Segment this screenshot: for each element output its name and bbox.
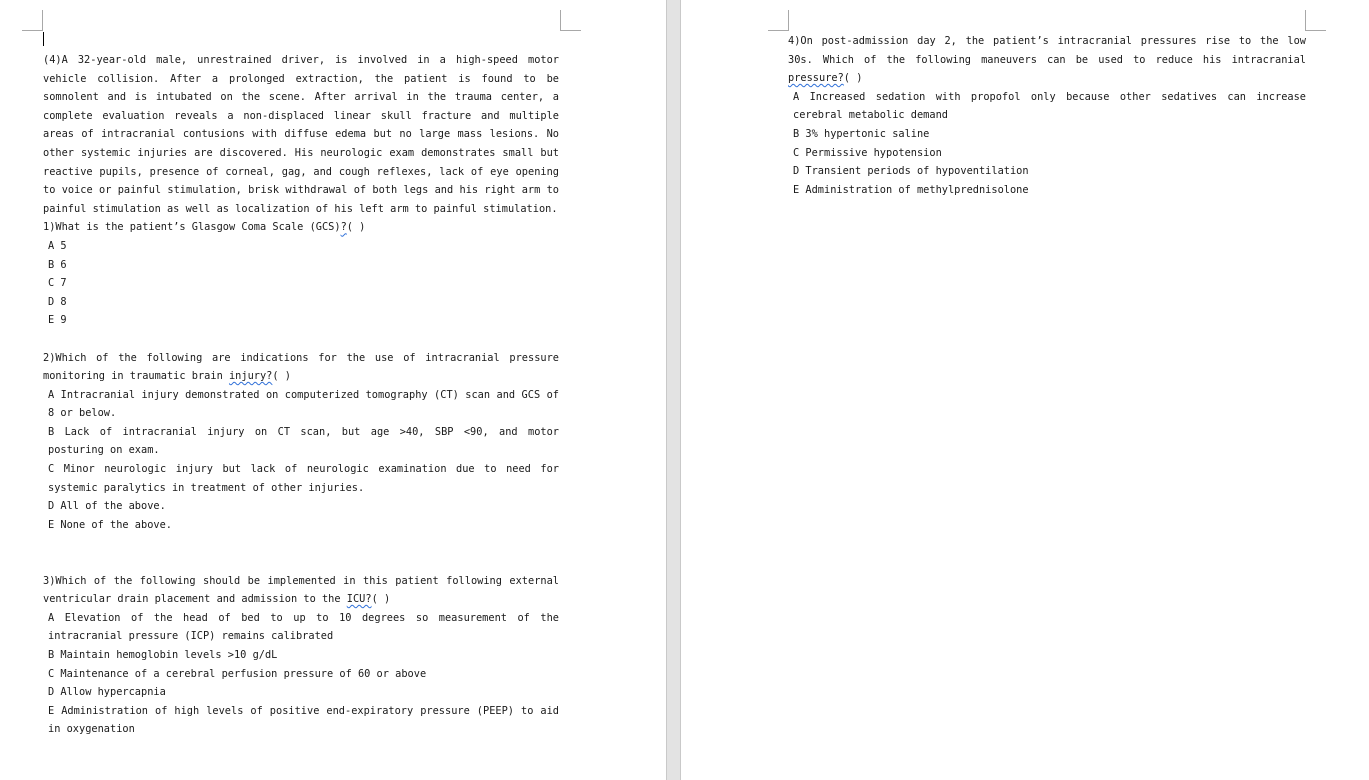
page-gap xyxy=(666,0,681,780)
option: B Maintain hemoglobin levels >10 g/dL xyxy=(48,649,278,661)
document-page-left[interactable] xyxy=(0,0,666,780)
spelling-mark[interactable]: ? xyxy=(340,221,347,234)
question-stem: 2)Which of the following are indications for the use of intracranial pressure monitoring in traumatic brain injury?( ) xyxy=(43,351,559,383)
spelling-mark[interactable]: injury? xyxy=(228,370,273,383)
page-corner-mark-left xyxy=(22,10,43,31)
option: C Minor neurologic injury but lack of neurologic examination due to need for systemic paralytics in treatment of other injuries. xyxy=(48,463,559,494)
option: B 6 xyxy=(48,258,67,271)
option: A 5 xyxy=(48,239,67,252)
document-body-left[interactable] xyxy=(43,0,559,739)
option: D Allow hypercapnia xyxy=(48,686,166,699)
option: C Permissive hypotension xyxy=(793,146,942,159)
option: E Administration of high levels of positive end-expiratory pressure (PEEP) to aid in oxygenation xyxy=(48,704,559,736)
option: D All of the above. xyxy=(48,500,166,513)
question-stem: 4)On post-admission day 2, the patient’s intracranial pressures rise to the low 30s. Which of the following maneuvers can be used to reduce his intracranial pressure?( ) xyxy=(788,35,1306,85)
option: B Lack of intracranial injury on CT scan, but age >40, SBP <90, and motor posturing on exam. xyxy=(48,425,559,457)
case-intro: (4)A 32-year-old male, unrestrained driver, is involved in a high-speed motor vehicle collision. After a prolonged extraction, the patient is found to be somnolent and is intubated on the scene. After arrival in the trauma center, a complete evaluation reveals a non-displaced linear skull fracture and multiple areas of intracranial contusions with diffuse edema but no large mass lesions. No other systemic injuries are discovered. His neurologic exam demonstrates small but reactive pupils, presence of corneal, gag, and cough reflexes, lack of eye opening to voice or painful stimulation, brisk withdrawal of both legs and his right arm to painful stimulation as well as localization of his left arm to painful stimulation. xyxy=(43,54,559,215)
blank-line xyxy=(43,534,559,571)
option: A Elevation of the head of bed to up to 10 degrees so measurement of the intracranial pressure (ICP) remains calibrated xyxy=(48,611,559,643)
spelling-mark[interactable]: ICU? xyxy=(346,593,372,606)
page-corner-mark-right xyxy=(560,10,581,31)
option: C Maintenance of a cerebral perfusion pressure of 60 or above xyxy=(48,667,427,680)
question-4 xyxy=(788,32,1306,199)
blank-line xyxy=(43,330,559,349)
page-corner-mark-left xyxy=(768,10,789,31)
spelling-mark[interactable]: pressure? xyxy=(788,72,844,85)
document-page-right[interactable] xyxy=(681,0,1369,780)
option: E None of the above. xyxy=(48,518,172,531)
question-2 xyxy=(43,349,559,535)
page-corner-mark-right xyxy=(1305,10,1326,31)
option: D Transient periods of hypoventilation xyxy=(793,165,1029,178)
option: A Increased sedation with propofol only because other sedatives can increase cerebral metabolic demand xyxy=(793,90,1306,122)
option: B 3% hypertonic saline xyxy=(793,127,930,140)
option: E Administration of methylprednisolone xyxy=(793,183,1029,196)
option: A Intracranial injury demonstrated on computerized tomography (CT) scan and GCS of 8 or below. xyxy=(48,388,559,420)
option: E 9 xyxy=(48,314,67,327)
document-body-right[interactable] xyxy=(788,0,1306,199)
question-stem: 1)What is the patient’s Glasgow Coma Scale (GCS)?( ) xyxy=(43,221,366,234)
question-1 xyxy=(43,218,559,330)
question-stem: 3)Which of the following should be implemented in this patient following external ventricular drain placement and admission to the ICU?( ) xyxy=(43,574,559,606)
question-3 xyxy=(43,572,559,739)
option: D 8 xyxy=(48,295,67,308)
option: C 7 xyxy=(48,277,67,290)
